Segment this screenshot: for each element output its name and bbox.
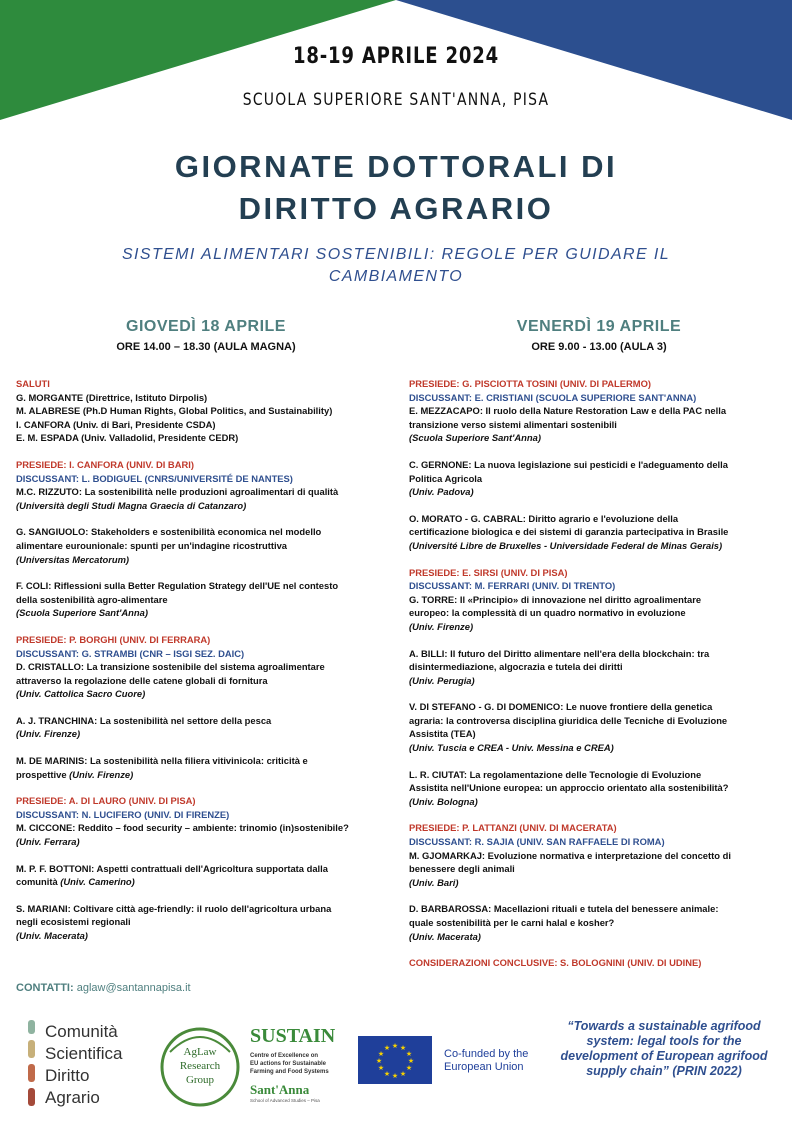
saluti-label: SALUTI — [16, 378, 50, 389]
svg-text:★: ★ — [391, 1042, 399, 1050]
talk-affiliation: (Univ. Bologna) — [409, 795, 478, 807]
talk-title: comunità — [16, 876, 58, 888]
session-chair: PRESIEDE: E. SIRSI (UNIV. DI PISA) — [409, 566, 568, 578]
session-discussant: DISCUSSANT: L. BODIGUEL (CNRS/UNIVERSITÉ DE NANTES) — [16, 472, 293, 484]
talk-title: Politica Agricola — [409, 472, 483, 484]
svg-text:SUSTAIN: SUSTAIN — [250, 1025, 336, 1047]
day2-column — [409, 318, 789, 970]
aglaw-logo — [162, 1029, 238, 1105]
eu-cofunded-line1: Co-funded by the — [444, 1048, 529, 1060]
talk-title: M. DE MARINIS: La sostenibilità nella filiera vitivinicola: criticità e — [16, 755, 308, 767]
talk-title: negli ecosistemi regionali — [16, 916, 131, 928]
contacts-email-link[interactable]: aglaw@santannapisa.it — [76, 982, 191, 994]
event-dates: 18-19 APRILE 2024 — [292, 44, 499, 69]
eu-flag-icon — [358, 1036, 432, 1084]
svg-text:★: ★ — [383, 1070, 391, 1078]
saluti-line: G. MORGANTE (Direttrice, Istituto Dirpolis) — [16, 391, 208, 403]
prin-project-title: “Towards a sustainable agrifood system: legal tools for the development of European agrifood supply chain” (PRIN 2022) — [560, 1019, 768, 1078]
sustain-logo — [250, 1025, 336, 1103]
svg-text:Comunità: Comunità — [45, 1022, 118, 1041]
svg-text:★: ★ — [391, 1072, 399, 1080]
talk-title: A. J. TRANCHINA: La sostenibilità nel settore della pesca — [16, 714, 272, 726]
talk-affiliation: (Univ. Camerino) — [60, 876, 135, 888]
contacts — [16, 982, 191, 994]
svg-text:EU actions for Sustainable: EU actions for Sustainable — [250, 1061, 327, 1067]
day2-sessions — [409, 377, 789, 970]
svg-text:Diritto: Diritto — [45, 1066, 90, 1085]
day2-heading: VENERDÌ 19 APRILE — [516, 318, 682, 335]
day1-column — [16, 318, 396, 943]
talk-title: attraverso la regolazione delle catene globali di fornitura — [16, 674, 268, 686]
svg-text:★: ★ — [377, 1050, 385, 1058]
talk-affiliation: (Univ. Perugia) — [409, 674, 475, 686]
talk-title: disintermediazione, algocrazia e tutela dei diritti — [409, 661, 623, 673]
session-chair: PRESIEDE: P. LATTANZI (UNIV. DI MACERATA) — [409, 822, 617, 834]
talk-affiliation: (Univ. Macerata) — [16, 930, 88, 941]
day1-heading: GIOVEDÌ 18 APRILE — [126, 318, 286, 335]
talk-title: L. R. CIUTAT: La regolamentazione delle Tecnologie di Evoluzione — [409, 768, 702, 780]
talk-affiliation: (Universitas Mercatorum) — [16, 553, 130, 565]
svg-text:Group: Group — [185, 1074, 215, 1086]
svg-text:AgLaw: AgLaw — [183, 1046, 217, 1058]
talk-affiliation: (Univ. Macerata) — [409, 930, 481, 942]
svg-text:Farming and Food Systems: Farming and Food Systems — [250, 1069, 329, 1075]
session-discussant: DISCUSSANT: N. LUCIFERO (UNIV. DI FIRENZE) — [16, 808, 230, 820]
talk-affiliation: (Université Libre de Bruxelles - Universidade Federal de Minas Gerais) — [409, 539, 723, 551]
talk-title: europeo: la complessità di un quadro normativo in evoluzione — [409, 607, 686, 619]
talk-title: D. BARBAROSSA: Macellazioni rituali e tutela del benessere animale: — [409, 903, 719, 915]
talk-title: O. MORATO - G. CABRAL: Diritto agrario e l'evoluzione della — [409, 512, 679, 524]
talk-title: M. P. F. BOTTONI: Aspetti contrattuali dell'Agricoltura supportata dalla — [16, 862, 328, 874]
svg-text:★: ★ — [375, 1057, 383, 1065]
talk-affiliation: (Scuola Superiore Sant'Anna) — [16, 607, 148, 619]
session-chair: PRESIEDE: G. PISCIOTTA TOSINI (UNIV. DI PALERMO) — [409, 378, 652, 389]
talk-title: certificazione biologica e dei sistemi di garanzia partecipativa in Brasile — [409, 526, 729, 538]
talk-title: M. GJOMARKAJ: Evoluzione normativa e interpretazione del concetto di — [409, 849, 731, 861]
session-discussant: DISCUSSANT: G. STRAMBI (CNR – ISGI SEZ. DAIC) — [16, 647, 245, 659]
eu-cofunded-line2: European Union — [444, 1061, 524, 1073]
page-title — [0, 146, 792, 230]
svg-text:Sant'Anna: Sant'Anna — [250, 1082, 310, 1097]
svg-text:★: ★ — [405, 1050, 413, 1058]
title-line-1: GIORNATE DOTTORALI DI — [174, 149, 618, 184]
talk-title: C. GERNONE: La nuova legislazione sui pesticidi e l'adeguamento della — [409, 458, 728, 470]
svg-text:★: ★ — [407, 1057, 415, 1065]
session-discussant: DISCUSSANT: E. CRISTIANI (SCUOLA SUPERIORE SANT'ANNA) — [409, 391, 697, 403]
talk-title: F. COLI: Riflessioni sulla Better Regulation Strategy dell'UE nel contesto — [16, 580, 339, 592]
session-chair: PRESIEDE: P. BORGHI (UNIV. DI FERRARA) — [16, 633, 211, 645]
svg-text:★: ★ — [377, 1064, 385, 1072]
svg-text:★: ★ — [399, 1070, 407, 1078]
talk-title: S. MARIANI: Coltivare città age-friendly: il ruolo dell'agricoltura urbana — [16, 902, 332, 914]
session-chair: PRESIEDE: I. CANFORA (UNIV. DI BARI) — [16, 458, 194, 470]
talk-title: benessere degli animali — [409, 863, 515, 875]
talk-title-with-affiliation — [16, 768, 396, 782]
talk-affiliation: (Univ. Firenze) — [69, 768, 134, 780]
saluti-line: E. M. ESPADA (Univ. Valladolid, Presidente CEDR) — [16, 432, 239, 444]
talk-affiliation: (Univ. Ferrara) — [16, 836, 80, 848]
session-discussant: DISCUSSANT: M. FERRARI (UNIV. DI TRENTO) — [409, 580, 616, 592]
talk-title: Assistita nell'Unione europea: un approccio orientato alla sostenibilità? — [409, 782, 729, 794]
talk-title: V. DI STEFANO - G. DI DOMENICO: Le nuove frontiere della genetica — [409, 701, 713, 713]
talk-title: alimentare eurounionale: spunti per un'indagine ricostruttiva — [16, 539, 288, 551]
saluti-line: I. CANFORA (Univ. di Bari, Presidente CSDA) — [16, 418, 216, 430]
svg-text:Scientifica: Scientifica — [45, 1044, 123, 1063]
talk-title: E. MEZZACAPO: Il ruolo della Nature Restoration Law e della PAC nella — [409, 405, 727, 417]
talk-title: prospettive — [16, 768, 67, 780]
talk-title: agraria: la controversa disciplina giuridica delle Tecniche di Evoluzione — [409, 714, 728, 726]
title-line-2: DIRITTO AGRARIO — [238, 191, 554, 226]
page-subtitle: SISTEMI ALIMENTARI SOSTENIBILI: REGOLE PER GUIDARE IL CAMBIAMENTO — [121, 246, 671, 285]
day2-time: ORE 9.00 - 13.00 (AULA 3) — [531, 341, 667, 353]
talk-title: D. CRISTALLO: La transizione sostenibile del sistema agroalimentare — [16, 661, 325, 673]
svg-text:★: ★ — [399, 1044, 407, 1052]
svg-text:Centre of Excellence on: Centre of Excellence on — [250, 1053, 319, 1059]
talk-affiliation: (Univ. Bari) — [409, 876, 459, 888]
talk-title: G. TORRE: Il «Principio» di innovazione nel diritto agroalimentare — [409, 593, 702, 605]
saluti-line: M. ALABRESE (Ph.D Human Rights, Global Politics, and Sustainability) — [16, 405, 333, 417]
svg-text:★: ★ — [405, 1064, 413, 1072]
talk-affiliation: (Univ. Tuscia e CREA - Univ. Messina e CREA) — [409, 742, 614, 754]
session-discussant: DISCUSSANT: R. SAJIA (UNIV. SAN RAFFAELE DI ROMA) — [409, 836, 665, 848]
talk-title-with-affiliation — [16, 875, 396, 889]
session-chair: PRESIEDE: A. DI LAURO (UNIV. DI PISA) — [16, 795, 196, 807]
talk-title: M. CICCONE: Reddito – food security – ambiente: trinomio (in)sostenibile? — [16, 822, 349, 834]
talk-title: A. BILLI: Il futuro del Diritto alimentare nell'era della blockchain: tra — [409, 647, 710, 659]
closing-remarks: CONSIDERAZIONI CONCLUSIVE: S. BOLOGNINI (UNIV. DI UDINE) — [409, 957, 702, 969]
svg-text:Research: Research — [179, 1060, 221, 1072]
talk-title: G. SANGIUOLO: Stakeholders e sostenibilità economica nel modello — [16, 526, 322, 538]
talk-title: Assistita (TEA) — [409, 728, 476, 740]
saluti-block — [16, 377, 396, 943]
svg-text:School of Advanced Studies – P: School of Advanced Studies – Pisa — [250, 1098, 320, 1103]
day1-time: ORE 14.00 – 18.30 (AULA MAGNA) — [116, 341, 296, 353]
talk-affiliation: (Univ. Firenze) — [16, 728, 81, 740]
talk-title: M.C. RIZZUTO: La sostenibilità nelle produzioni agroalimentari di qualità — [16, 486, 339, 498]
talk-title: della sostenibilità agro-alimentare — [16, 593, 168, 605]
event-venue: SCUOLA SUPERIORE SANT'ANNA, PISA — [242, 90, 550, 110]
csda-logo — [28, 1020, 123, 1107]
talk-affiliation: (Scuola Superiore Sant'Anna) — [409, 432, 541, 444]
talk-affiliation: (Univ. Cattolica Sacro Cuore) — [16, 688, 146, 700]
talk-affiliation: (Università degli Studi Magna Graecia di Catanzaro) — [16, 499, 247, 511]
talk-affiliation: (Univ. Firenze) — [409, 620, 474, 632]
talk-title: quale sostenibilità per le carni halal e kosher? — [409, 917, 615, 928]
svg-text:★: ★ — [383, 1044, 391, 1052]
talk-affiliation: (Univ. Padova) — [409, 486, 474, 498]
contacts-label: CONTATTI: — [16, 982, 74, 994]
svg-text:Agrario: Agrario — [45, 1088, 100, 1107]
talk-title: transizione verso sistemi alimentari sostenibili — [409, 418, 617, 430]
